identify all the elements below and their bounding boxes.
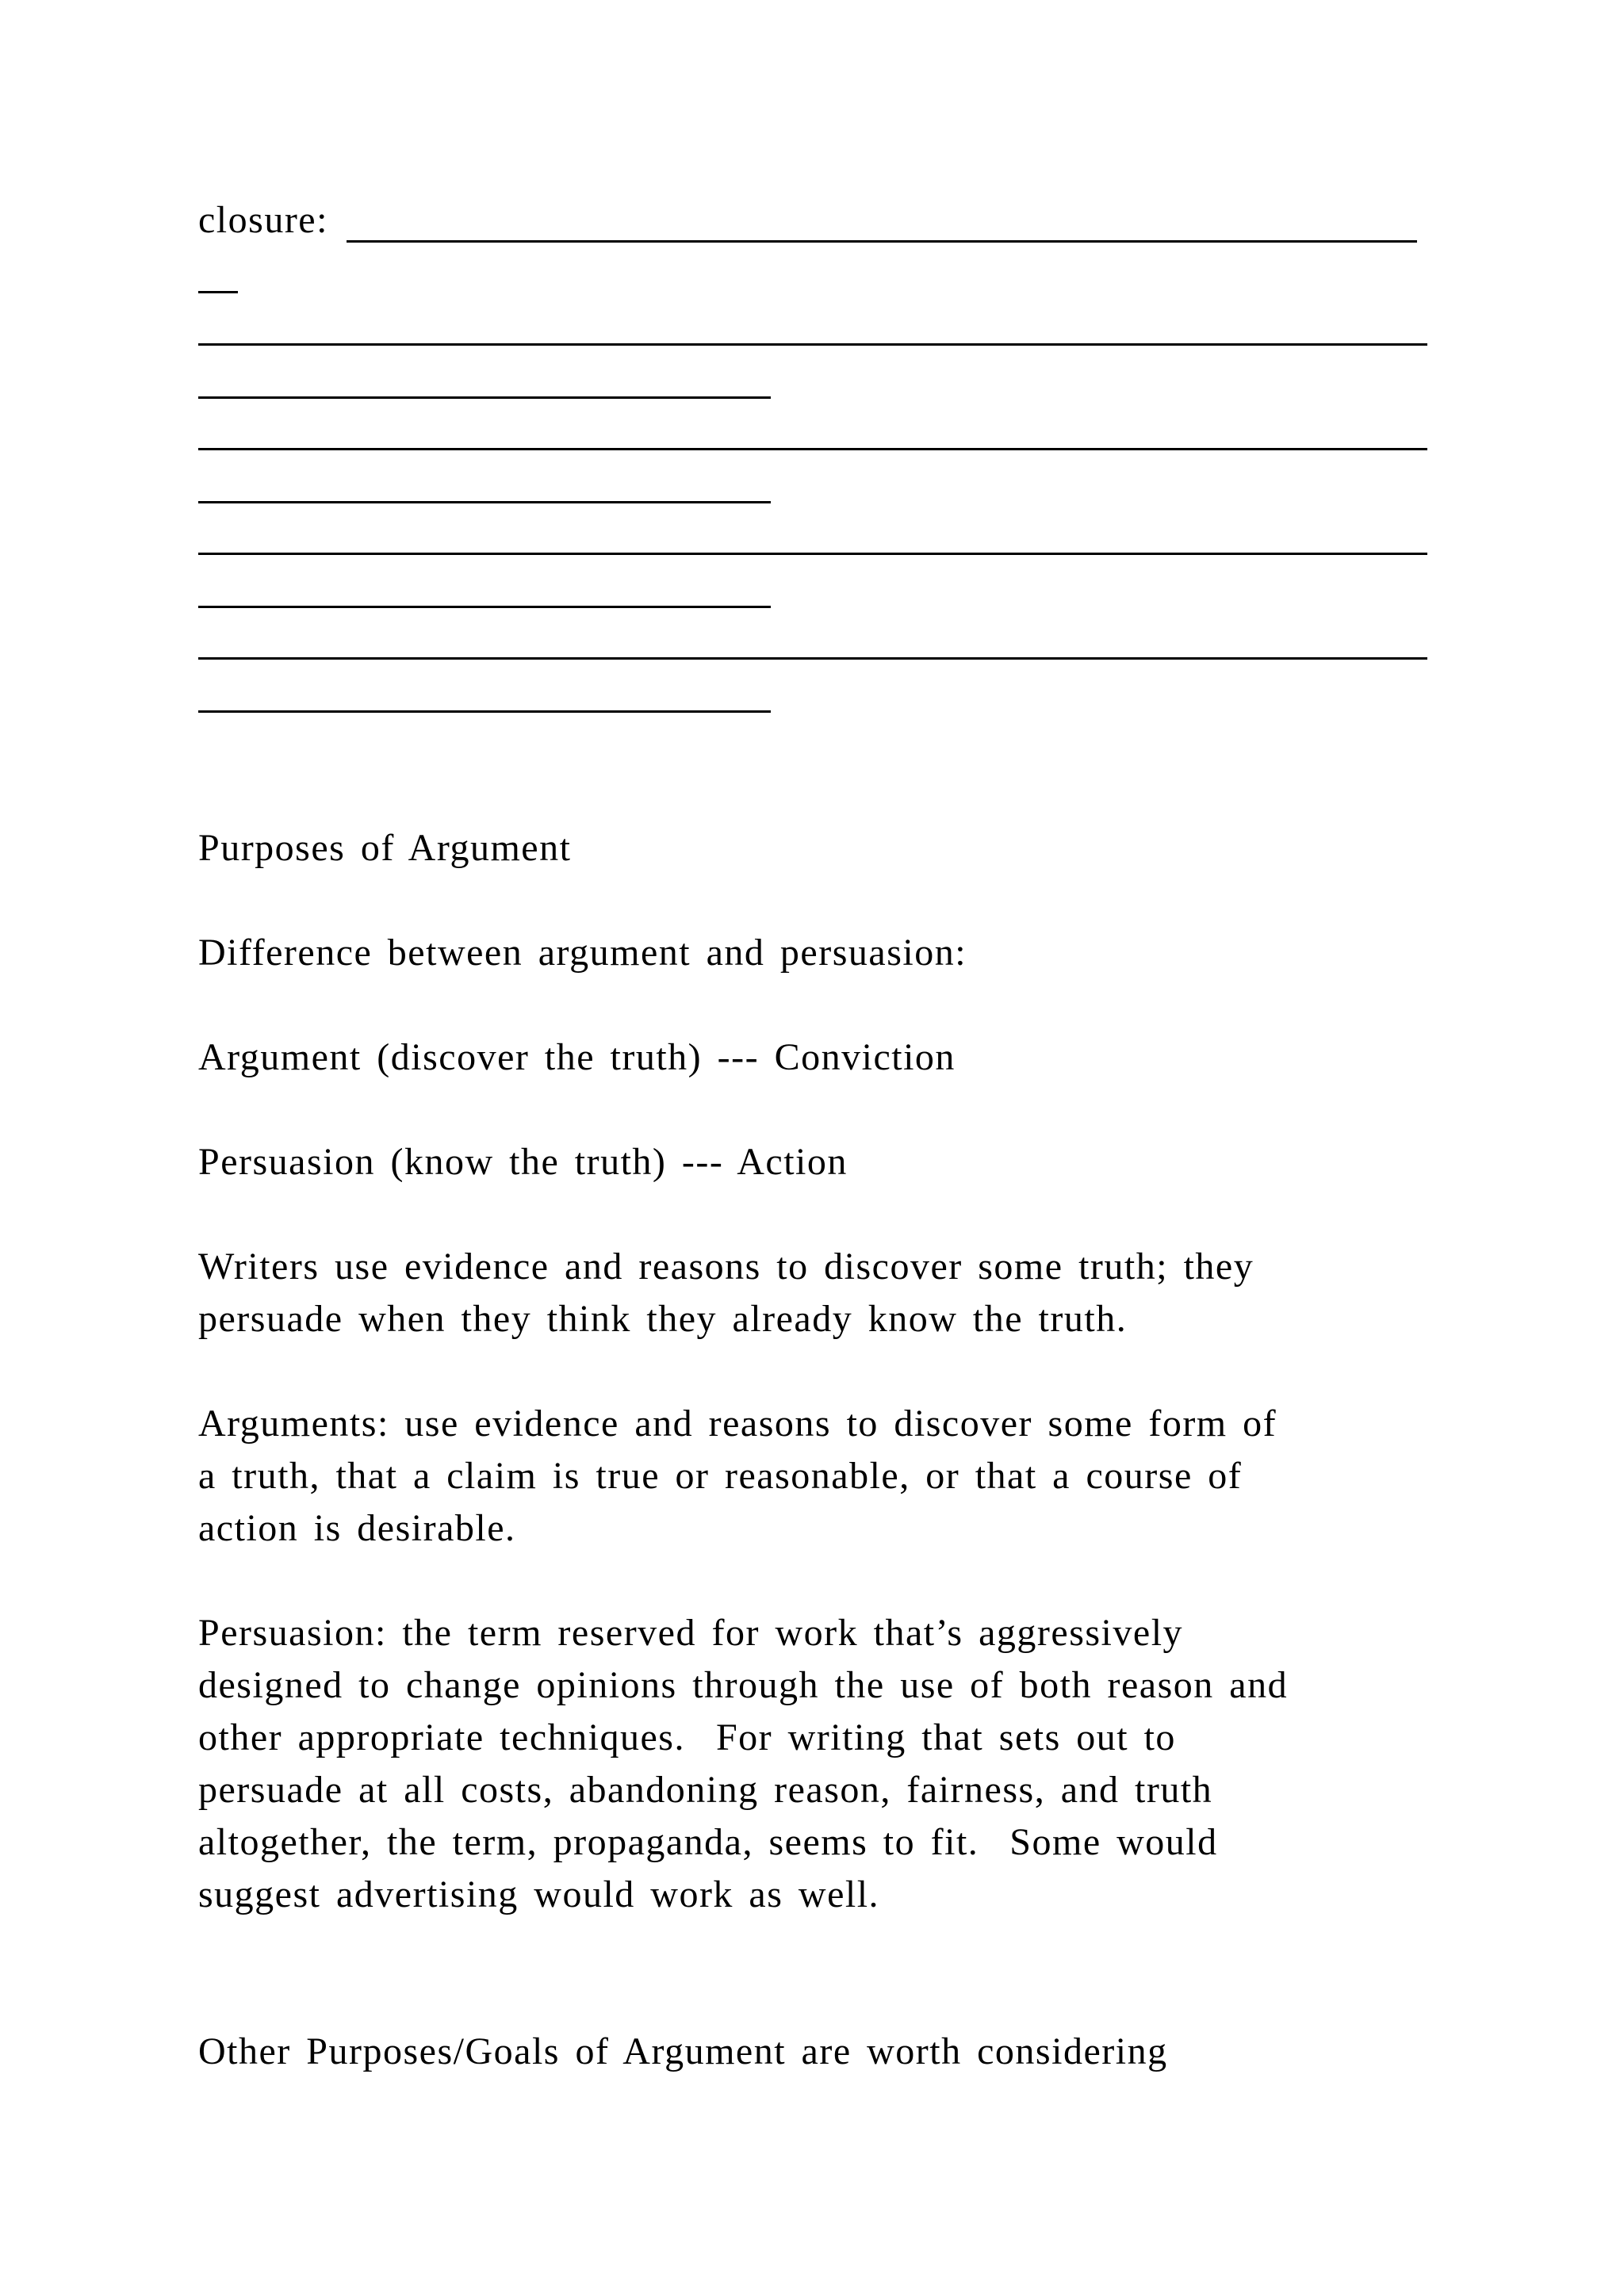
closure-blank-line-1b[interactable] — [198, 291, 238, 293]
closure-blank-line-3a[interactable] — [198, 448, 1427, 450]
closure-blank-line-3b[interactable] — [198, 501, 771, 503]
persuasion-def-line-3: other appropriate techniques. For writing that sets out to — [198, 1716, 1176, 1758]
closure-blank-line-4b[interactable] — [198, 606, 771, 608]
persuasion-line: Persuasion (know the truth) --- Action — [198, 1141, 848, 1183]
arguments-def-line-2: a truth, that a claim is true or reasonable, or that a course of — [198, 1455, 1243, 1497]
closure-blank-line-2b[interactable] — [198, 396, 771, 399]
writers-line-2: persuade when they think they already know the truth. — [198, 1298, 1128, 1340]
arguments-def-line-3: action is desirable. — [198, 1507, 516, 1549]
arguments-def-line-1: Arguments: use evidence and reasons to discover some form of — [198, 1402, 1277, 1445]
closure-label: closure: — [198, 199, 328, 241]
persuasion-def-line-4: persuade at all costs, abandoning reason, fairness, and truth — [198, 1769, 1213, 1811]
section-heading: Purposes of Argument — [198, 827, 572, 869]
persuasion-def-line-2: designed to change opinions through the use of both reason and — [198, 1664, 1289, 1706]
other-goals-line: Other Purposes/Goals of Argument are worth considering — [198, 2030, 1168, 2072]
persuasion-def-line-6: suggest advertising would work as well. — [198, 1873, 880, 1915]
closure-blank-line-5b[interactable] — [198, 710, 771, 713]
closure-blank-line-1a[interactable] — [347, 240, 1417, 243]
persuasion-def-line-1: Persuasion: the term reserved for work that’s aggressively — [198, 1612, 1184, 1654]
argument-line: Argument (discover the truth) --- Conviction — [198, 1036, 956, 1078]
closure-blank-line-5a[interactable] — [198, 657, 1427, 660]
writers-line-1: Writers use evidence and reasons to discover some truth; they — [198, 1246, 1254, 1288]
difference-line: Difference between argument and persuasion: — [198, 932, 967, 974]
closure-blank-line-4a[interactable] — [198, 553, 1427, 555]
persuasion-def-line-5: altogether, the term, propaganda, seems to fit. Some would — [198, 1821, 1218, 1863]
closure-blank-line-2a[interactable] — [198, 343, 1427, 346]
